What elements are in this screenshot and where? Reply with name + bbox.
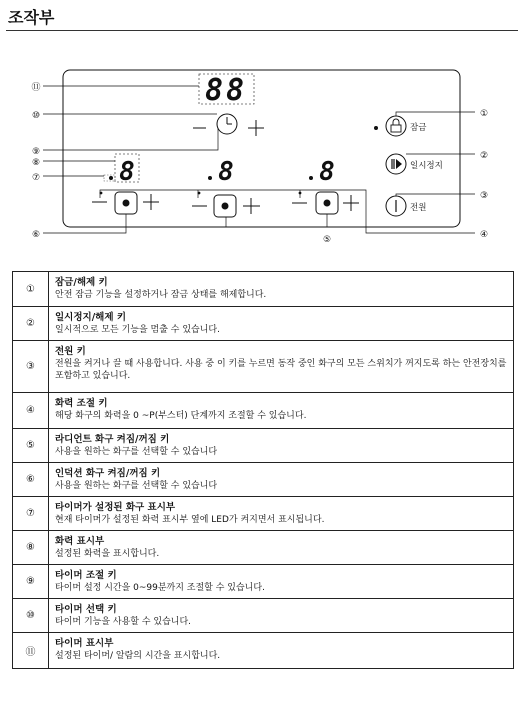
page-title: 조작부 (8, 8, 55, 27)
item-text: 설정된 화력을 표시합니다. (55, 549, 160, 559)
table-row (13, 599, 514, 633)
timer-select-key[interactable] (217, 114, 237, 134)
item-description (49, 463, 514, 497)
item-text: 타이머 기능을 사용할 수 있습니다. (55, 617, 192, 627)
callout-5: ⑤ (322, 235, 332, 245)
item-number: ④ (13, 393, 49, 429)
callout-3: ③ (479, 191, 489, 201)
callout-9: ⑨ (31, 147, 41, 157)
timer-display-digits: 88 (204, 73, 248, 108)
timer-led-dot (109, 176, 113, 180)
item-title: 타이머 선택 키 (55, 604, 117, 615)
item-number: ⑨ (13, 565, 49, 599)
item-title: 화력 표시부 (55, 536, 105, 547)
item-text: 전원을 켜거나 끌 때 사용합니다. 사용 중 이 키를 누르면 동작 중인 화구의 모든 스위치가 꺼지도록 하는 안전장치를 포함하고 있습니다. (55, 359, 507, 381)
table-row (13, 393, 514, 429)
pause-key[interactable] (386, 154, 406, 174)
table-row (13, 341, 514, 393)
item-description (49, 497, 514, 531)
item-description (49, 531, 514, 565)
item-description (49, 429, 514, 463)
burner-1-digit: 8 (119, 157, 135, 187)
burner-3-digit: 8 (319, 157, 335, 187)
item-number: ⑪ (13, 633, 49, 669)
burner-3-dot (309, 176, 313, 180)
callout-7: ⑦ (31, 173, 41, 183)
table-row (13, 633, 514, 669)
item-title: 전원 키 (55, 346, 86, 357)
item-description (49, 393, 514, 429)
item-number: ③ (13, 341, 49, 393)
title-divider (6, 30, 518, 31)
item-table (12, 271, 514, 669)
item-number: ⑦ (13, 497, 49, 531)
burner-2-plus-key[interactable] (243, 198, 260, 214)
burner-1-plus-key[interactable] (143, 194, 159, 210)
item-title: 라디언트 화구 켜짐/꺼짐 키 (55, 434, 170, 445)
lock-label: 잠금 (410, 123, 427, 133)
item-title: 타이머 조절 키 (55, 570, 117, 581)
item-description (49, 272, 514, 307)
power-label: 전원 (410, 203, 427, 213)
item-number: ⑤ (13, 429, 49, 463)
item-title: 타이머가 설정된 화구 표시부 (55, 502, 176, 513)
item-description (49, 633, 514, 669)
callout-1: ① (479, 109, 489, 119)
table-row (13, 429, 514, 463)
item-text: 사용을 원하는 화구를 선택할 수 있습니다 (55, 481, 218, 491)
item-number: ① (13, 272, 49, 307)
item-number: ⑧ (13, 531, 49, 565)
lock-key[interactable] (386, 116, 406, 136)
table-row (13, 307, 514, 341)
callout-11: ⑪ (31, 83, 41, 93)
control-panel-diagram (0, 50, 526, 250)
table-row (13, 565, 514, 599)
item-description (49, 307, 514, 341)
callout-6: ⑥ (31, 230, 41, 240)
item-number: ② (13, 307, 49, 341)
item-description (49, 599, 514, 633)
callout-8: ⑧ (31, 158, 41, 168)
table-row (13, 463, 514, 497)
burner-3-plus-key[interactable] (343, 195, 359, 211)
item-text: 사용을 원하는 화구를 선택할 수 있습니다 (55, 447, 218, 457)
callout-2: ② (479, 151, 489, 161)
item-text: 현재 타이머가 설정된 화력 표시부 옆에 LED가 켜지면서 표시됩니다. (55, 515, 325, 525)
table-row (13, 272, 514, 307)
item-title: 화력 조절 키 (55, 398, 108, 409)
table-row (13, 531, 514, 565)
item-text: 일시적으로 모든 기능을 멈출 수 있습니다. (55, 325, 220, 335)
item-title: 잠금/해제 키 (55, 277, 108, 288)
item-title: 인덕션 화구 켜짐/꺼짐 키 (55, 468, 161, 479)
timer-plus-key[interactable] (248, 120, 264, 136)
item-number: ⑩ (13, 599, 49, 633)
item-title: 일시정지/해제 키 (55, 312, 127, 323)
item-description (49, 341, 514, 393)
burner-2-dot (208, 176, 212, 180)
item-description (49, 565, 514, 599)
item-title: 타이머 표시부 (55, 638, 114, 649)
item-text: 설정된 타이머/ 알람의 시간을 표시합니다. (55, 651, 221, 661)
item-text: 안전 잠금 기능을 설정하거나 잠금 상태를 해제합니다. (55, 290, 267, 300)
power-key[interactable] (386, 196, 406, 216)
burner-2-digit: 8 (218, 157, 234, 187)
callout-10: ⑩ (31, 111, 41, 121)
item-number: ⑥ (13, 463, 49, 497)
callout-4: ④ (479, 230, 489, 240)
item-text: 해당 화구의 화력을 0 ~P(부스터) 단계까지 조절할 수 있습니다. (55, 411, 307, 421)
table-row (13, 497, 514, 531)
item-text: 타이머 설정 시간을 0~99분까지 조절할 수 있습니다. (55, 583, 265, 593)
pause-label: 일시정지 (410, 161, 443, 171)
